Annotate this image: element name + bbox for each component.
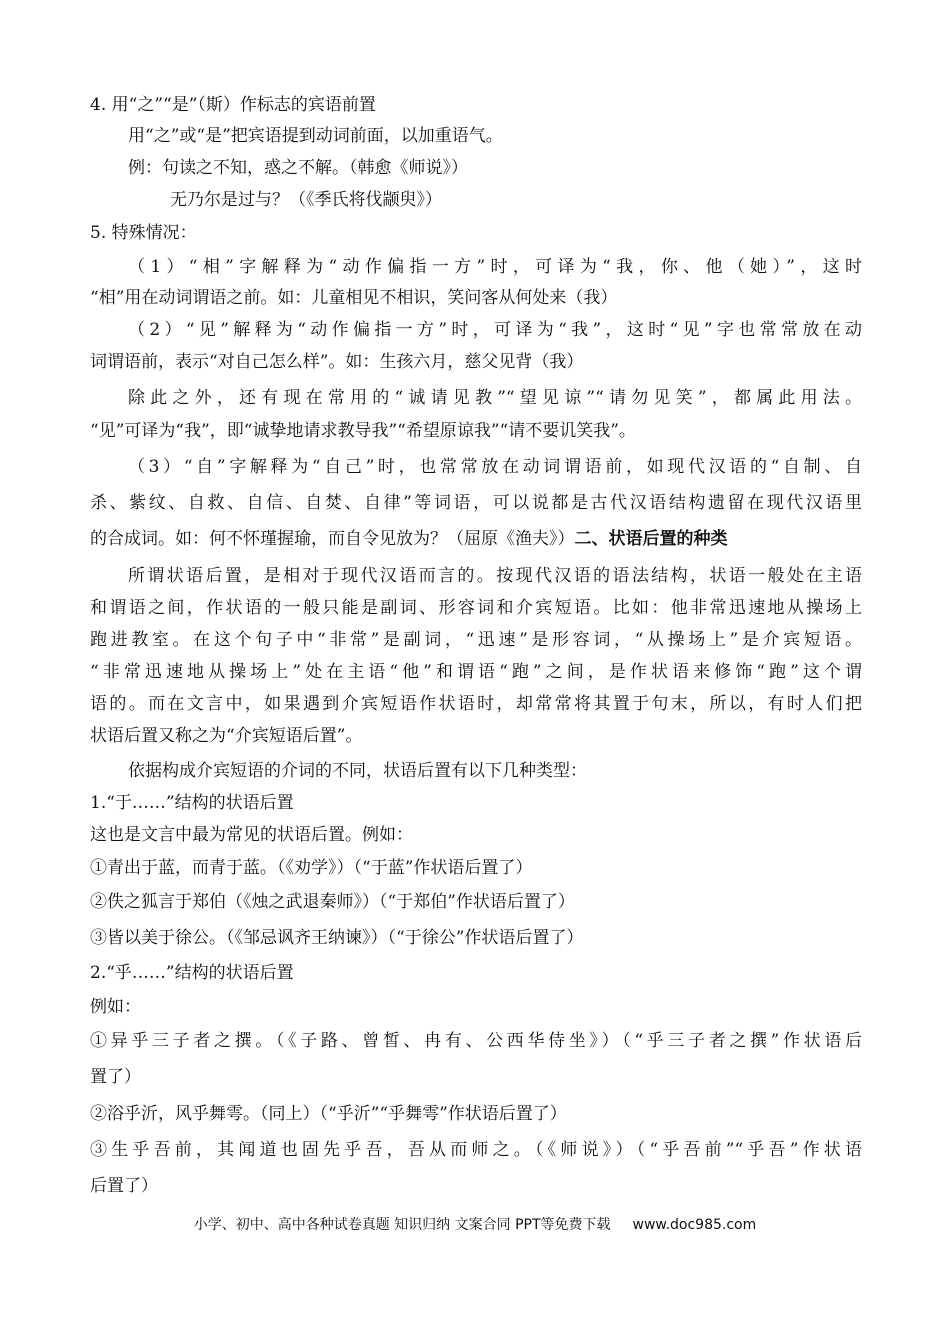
type-2-example-1-line-2: 置了） [90, 1067, 141, 1087]
section-5-item-2-line-1: （2）“见”解释为“动作偏指一方”时，可译为“我”，这时“见”字也常常放在动 [128, 320, 862, 340]
type-1-example-1: ①青出于蓝，而青于蓝。（《劝学》）（“于蓝”作状语后置了） [90, 858, 533, 878]
footer-url[interactable]: www.doc985.com [632, 1217, 757, 1233]
section-5-note-line-2: “见”可译为“我”，即“诚挚地请求教导我”“希望原谅我”“请不要讥笑我”。 [90, 421, 636, 441]
intro-line-1: 所谓状语后置，是相对于现代汉语而言的。按现代汉语的语法结构，状语一般处在主语 [128, 566, 862, 586]
intro-line-6: 状语后置又称之为“介宾短语后置”。 [90, 726, 363, 746]
type-1-description: 这也是文言中最为常见的状语后置。例如： [90, 825, 413, 845]
intro-line-5: 语的。而在文言中，如果遇到介宾短语作状语时，却常常将其置于句末，所以，有时人们把 [90, 694, 862, 714]
section-5-item-3-line-2: 杀、紫纹、自救、自信、自焚、自律”等词语，可以说都是古代汉语结构遗留在现代汉语里 [90, 493, 862, 513]
section-4-example-1: 例：句读之不知，惑之不解。（韩愈《师说》） [128, 158, 468, 178]
section-4-example-2: 无乃尔是过与？（《季氏将伐颛臾》） [170, 190, 442, 210]
section-5-item-1-line-1: （1）“相”字解释为“动作偏指一方”时，可译为“我，你、他（她）”，这时 [128, 257, 862, 277]
intro-line-4: “非常迅速地从操场上”处在主语“他”和谓语“跑”之间，是作状语来修饰“跑”这个谓 [90, 662, 862, 682]
section-5-note-line-1: 除此之外，还有现在常用的“诚请见教”“望见谅”“请勿见笑”，都属此用法。 [128, 388, 862, 408]
type-1-example-2: ②佚之狐言于郑伯（《烛之武退秦师》）（“于郑伯”作状语后置了） [90, 892, 575, 912]
type-2-example-2: ②浴乎沂，风乎舞雩。（同上）（“乎沂”“乎舞雩”作状语后置了） [90, 1104, 567, 1124]
section-2-heading: 二、状语后置的种类 [574, 529, 728, 549]
intro-line-2: 和谓语之间，作状语的一般只能是副词、形容词和介宾短语。比如：他非常迅速地从操场上 [90, 598, 862, 618]
type-1-heading: 1.“于……”结构的状语后置 [90, 793, 294, 813]
type-1-example-3: ③皆以美于徐公。（《邹忌讽齐王纳谏》）（“于徐公”作状语后置了） [90, 928, 584, 948]
intro-line-3: 跑进教室。在这个句子中“非常”是副词，“迅速”是形容词，“从操场上”是介宾短语。 [90, 630, 862, 650]
type-2-description: 例如： [90, 997, 141, 1017]
section-5-heading: 5. 特殊情况： [90, 223, 197, 243]
section-4-heading: 4. 用“之”“是”（斯）作标志的宾语前置 [90, 95, 376, 115]
section-5-item-1-line-2: “相”用在动词谓语之前。如：儿童相见不相识，笑问客从何处来（我） [90, 288, 618, 308]
type-2-example-3-line-2: 后置了） [90, 1176, 158, 1196]
type-2-heading: 2.“乎……”结构的状语后置 [90, 963, 294, 983]
intro-paragraph-2: 依据构成介宾短语的介词的不同，状语后置有以下几种类型： [128, 761, 587, 781]
section-5-item-3-line-3-row [90, 528, 728, 550]
type-2-example-1-line-1: ①异乎三子者之撰。（《子路、曾皙、冉有、公西华侍坐》）（“乎三子者之撰”作状语后 [90, 1031, 862, 1051]
section-5-item-3-line-3: 的合成词。如：何不怀瑾握瑜，而自令见放为？（屈原《渔夫》） [90, 529, 575, 549]
section-5-item-3-line-1: （3）“自”字解释为“自己”时，也常常放在动词谓语前，如现代汉语的“自制、自 [128, 457, 862, 477]
footer-text: 小学、初中、高中各种试卷真题 知识归纳 文案合同 PPT等免费下载 [193, 1217, 611, 1233]
section-5-item-2-line-2: 词谓语前，表示“对自己怎么样”。如：生孩六月，慈父见背（我） [90, 352, 584, 372]
type-2-example-3-line-1: ③生乎吾前，其闻道也固先乎吾，吾从而师之。（《师说》）（“乎吾前”“乎吾”作状语 [90, 1140, 862, 1160]
section-4-description: 用“之”或“是”把宾语提到动词前面，以加重语气。 [128, 126, 503, 146]
page-footer [0, 1216, 950, 1234]
